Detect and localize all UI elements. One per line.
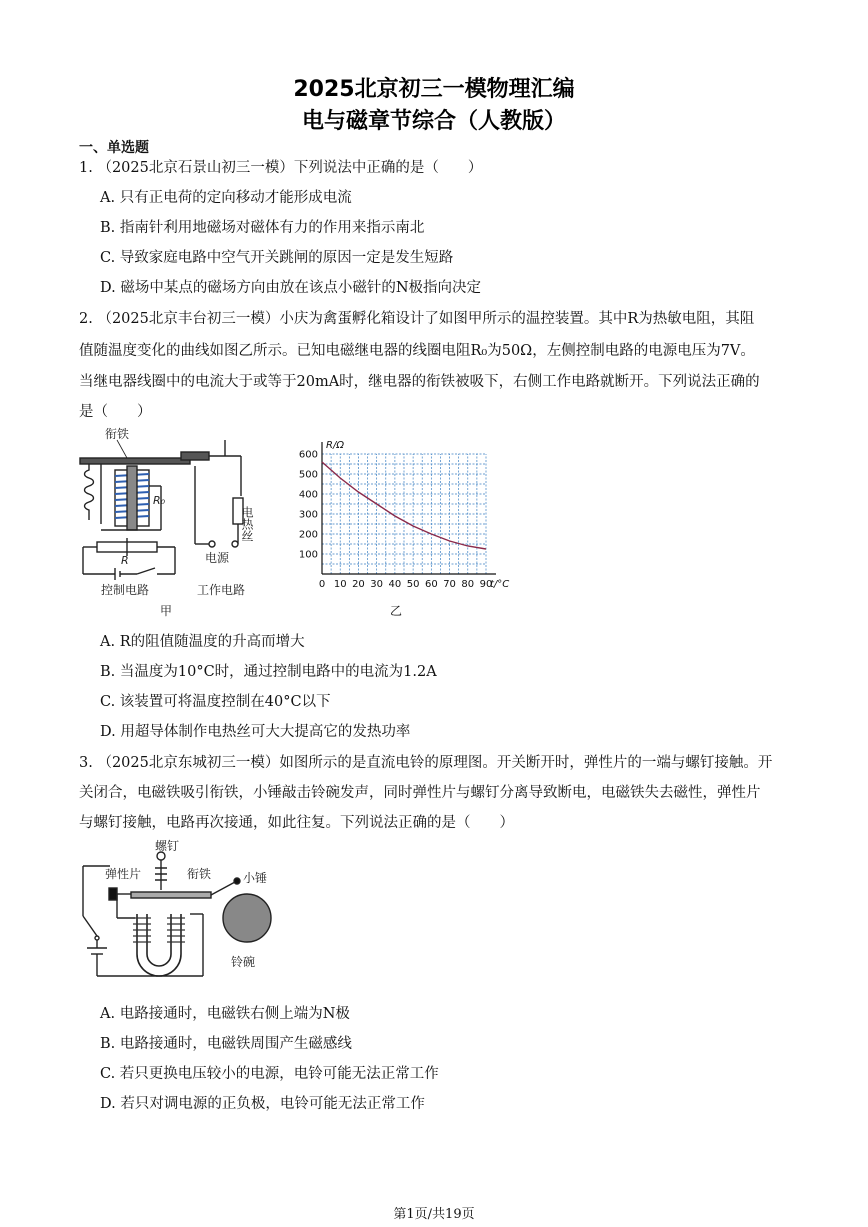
spring — [85, 464, 94, 520]
q2-stem-line-3: 当继电器线圈中的电流大于或等于20mA时，继电器的衔铁被吸下，右侧工作电路就断开。下列说法正确的 — [79, 374, 760, 390]
x-tick-label: 30 — [370, 579, 384, 590]
title-line-1: 2025北京初三一模物理汇编 — [293, 77, 575, 102]
y-tick-label: 100 — [298, 549, 318, 561]
work-circuit-label: 工作电路 — [197, 583, 246, 597]
y-tick-label: 600 — [298, 449, 318, 461]
q1-option-d: D. 磁场中某点的磁场方向由放在该点小磁针的N极指向决定 — [100, 280, 482, 296]
figure-yi-caption: 乙 — [390, 604, 403, 618]
q1-stem: 1. （2025北京石景山初三一模）下列说法中正确的是（ ） — [79, 160, 483, 176]
x-tick-label: 80 — [461, 579, 475, 590]
figure-jia-caption: 甲 — [160, 604, 173, 618]
q3-stem-line-2: 关闭合，电磁铁吸引衔铁，小锤敲击铃碗发声，同时弹性片与螺钉分离导致断电，电磁铁失去磁性，弹性片 — [79, 785, 761, 801]
q2-option-b: B. 当温度为10°C时，通过控制电路中的电流为1.2A — [100, 664, 437, 680]
q3-option-a: A. 电路接通时，电磁铁右侧上端为N极 — [100, 1006, 350, 1022]
x-tick-label: 10 — [333, 579, 347, 590]
y-tick-label: 300 — [298, 509, 318, 521]
r0-label: R₀ — [153, 494, 166, 507]
y-tick-label: 500 — [298, 469, 318, 481]
x-tick-label: 70 — [443, 579, 456, 590]
heater-label: 电热丝 — [240, 506, 254, 542]
x-tick-label: 0 — [318, 579, 326, 590]
bowl-label: 铃碗 — [231, 955, 256, 969]
x-tick-label: 20 — [352, 579, 365, 590]
q1-option-a: A. 只有正电荷的定向移动才能形成电流 — [100, 190, 352, 206]
q2-option-d: D. 用超导体制作电热丝可大大提高它的发热功率 — [100, 724, 411, 740]
armature-label-bell: 衔铁 — [187, 867, 212, 881]
q2-option-c: C. 该装置可将温度控制在40°C以下 — [100, 694, 331, 710]
q2-stem-line-1: 2. （2025北京丰台初三一模）小庆为禽蛋孵化箱设计了如图甲所示的温控装置。其中R为热敏电阻，其阻 — [79, 311, 755, 327]
control-circuit-label: 控制电路 — [101, 583, 150, 597]
y-axis-label: R/Ω — [326, 440, 344, 451]
q1-option-c: C. 导致家庭电路中空气开关跳闸的原因一定是发生短路 — [100, 250, 454, 266]
q3-option-d: D. 若只对调电源的正负极，电铃可能无法正常工作 — [100, 1096, 425, 1112]
x-axis-label: t/°C — [490, 579, 510, 590]
page-footer: 第1页/共19页 — [393, 1207, 475, 1222]
resistance-temperature-chart — [290, 426, 520, 621]
x-tick-label: 60 — [424, 579, 438, 590]
power-label: 电源 — [205, 551, 230, 565]
relay-circuit-figure — [75, 426, 275, 621]
x-tick-label: 50 — [406, 579, 420, 590]
x-tick-label: 90 — [479, 579, 493, 590]
spring-plate-label: 弹性片 — [105, 867, 142, 881]
q2-option-a: A. R的阻值随温度的升高而增大 — [100, 634, 305, 650]
q2-stem-line-2: 值随温度变化的曲线如图乙所示。已知电磁继电器的线圈电阻R₀为50Ω，左侧控制电路的电源电压为7V。 — [79, 343, 755, 359]
q3-option-c: C. 若只更换电压较小的电源，电铃可能无法正常工作 — [100, 1066, 439, 1082]
q3-option-b: B. 电路接通时，电磁铁周围产生磁感线 — [100, 1036, 352, 1052]
section-heading: 一、单选题 — [79, 140, 149, 156]
q3-stem-line-1: 3. （2025北京东城初三一模）如图所示的是直流电铃的原理图。开关断开时，弹性片的一端与螺钉接触。开 — [79, 755, 773, 771]
electric-bell-figure — [75, 838, 295, 988]
q2-stem-line-4: 是（ ） — [79, 404, 152, 420]
y-tick-label: 400 — [298, 489, 318, 501]
q1-option-b: B. 指南针利用地磁场对磁体有力的作用来指示南北 — [100, 220, 425, 236]
screw-label: 螺钉 — [155, 839, 180, 853]
hammer-label: 小锤 — [243, 871, 268, 885]
r-label: R — [121, 554, 129, 567]
x-tick-label: 40 — [388, 579, 402, 590]
y-tick-label: 200 — [298, 529, 318, 541]
armature-bar — [80, 458, 190, 464]
title-line-2: 电与磁章节综合（人教版） — [301, 109, 566, 134]
q3-stem-line-3: 与螺钉接触，电路再次接通，如此往复。下列说法正确的是（ ） — [79, 815, 514, 831]
armature-label: 衔铁 — [105, 427, 130, 441]
